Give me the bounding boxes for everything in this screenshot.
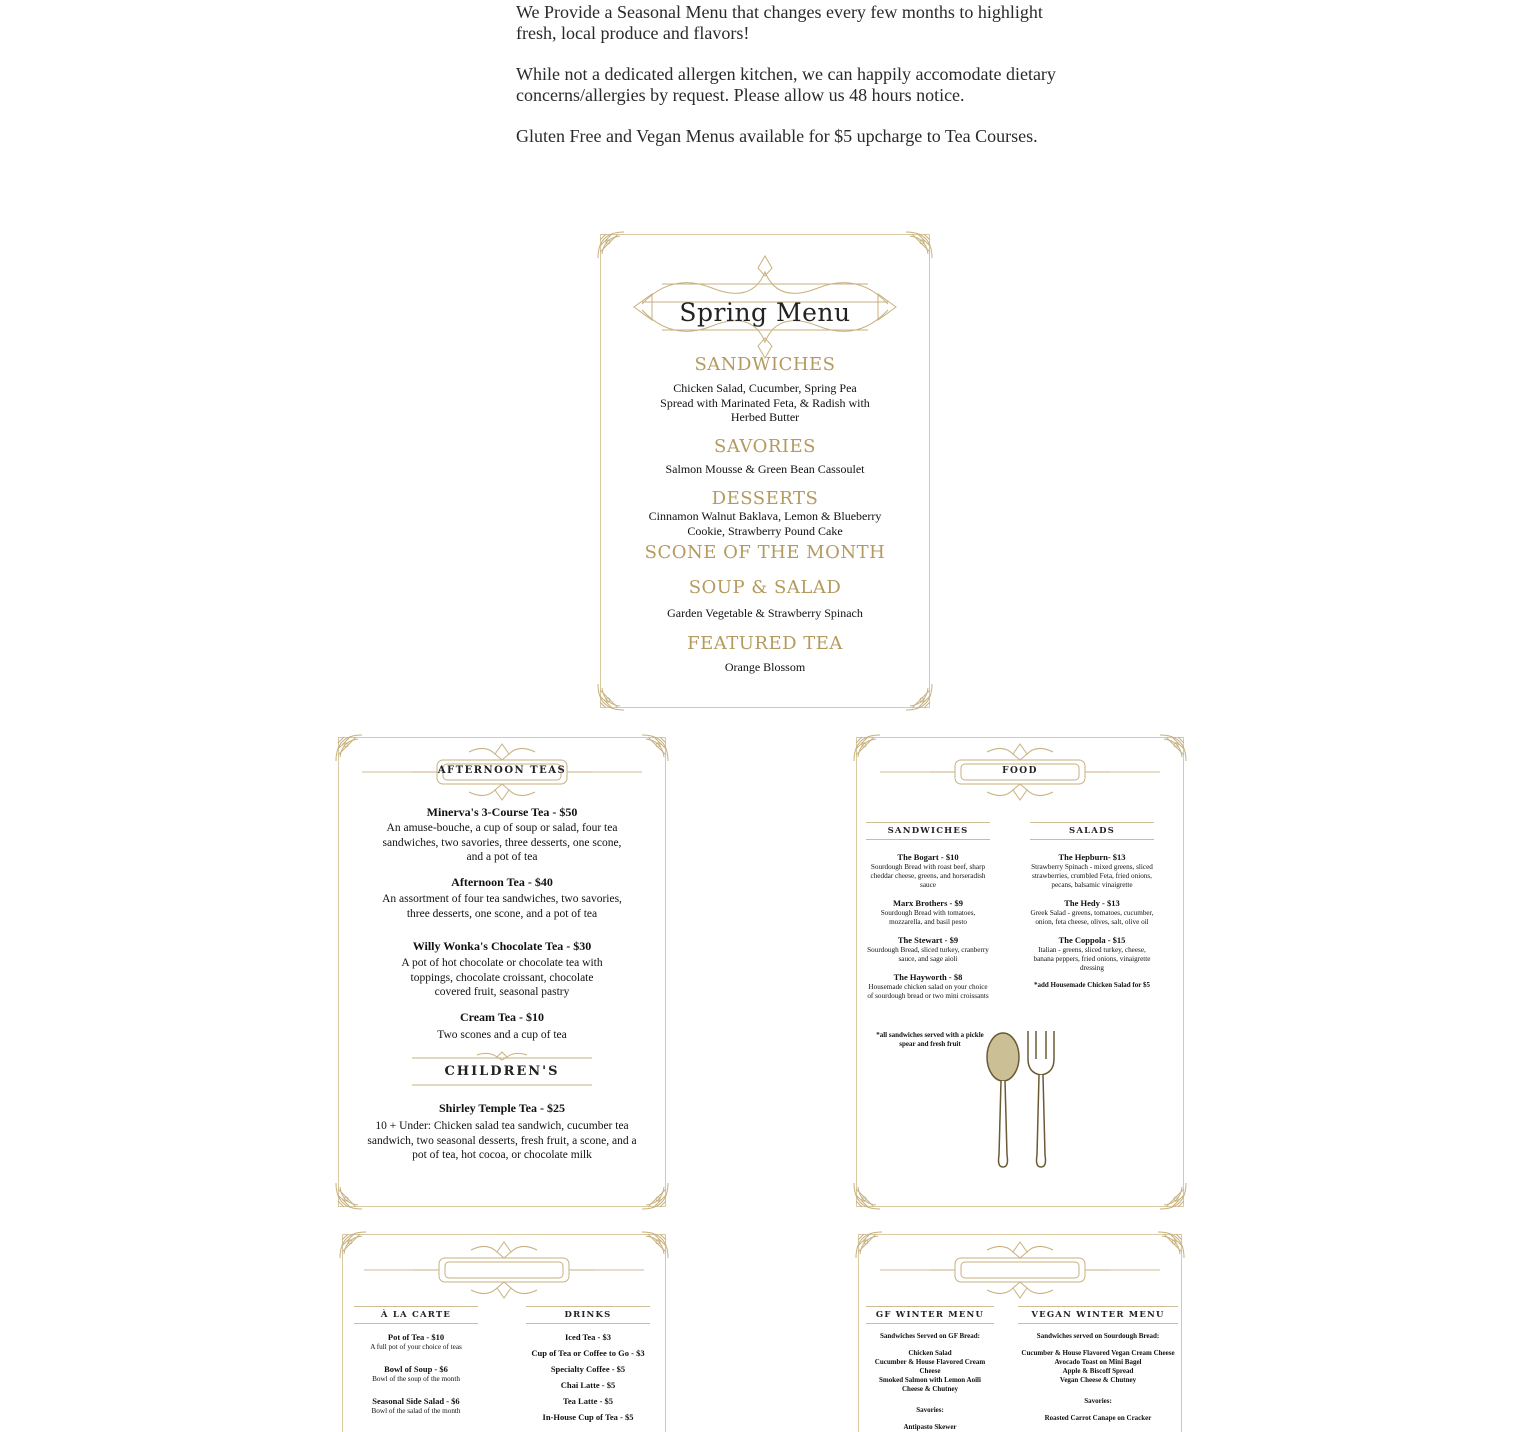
afternoon-teas-heading: AFTERNOON TEAS (437, 765, 567, 776)
gf-item: Smoked Salmon with Lemon Aoili (879, 1376, 981, 1384)
drink-item: Iced Tea - $3 (564, 1332, 612, 1342)
spring-menu-card (596, 230, 934, 712)
food-menu-card (852, 733, 1188, 1211)
gf-savories-heading: Savories: (916, 1406, 944, 1414)
vegan-menu-heading: VEGAN WINTER MENU (1018, 1306, 1178, 1324)
food-heading: FOOD (1002, 766, 1038, 776)
corner-ornament-icon (852, 1181, 882, 1211)
gf-item: Chicken Salad (908, 1349, 952, 1357)
fork-icon (1024, 1029, 1058, 1171)
tea-item-title: Cream Tea - $10 (459, 1010, 545, 1024)
vegan-item: Avocado Toast on Mini Bagel (1054, 1358, 1142, 1366)
tea-item-title: Willy Wonka's Chocolate Tea - $30 (412, 939, 592, 953)
section-heading-savories: SAVORIES (713, 436, 816, 457)
spoon-icon (982, 1029, 1024, 1171)
vegan-savories-heading: Savories: (1084, 1397, 1112, 1405)
drink-item: Cup of Tea or Coffee to Go - $3 (531, 1348, 645, 1358)
gf-subheading: Sandwiches Served on GF Bread: (880, 1332, 980, 1340)
intro-paragraph-gf-vegan: Gluten Free and Vegan Menus available for $5 upcharge to Tea Courses. (516, 126, 1038, 146)
section-text-soup-salad: Garden Vegetable & Strawberry Spinach (667, 606, 863, 620)
corner-ornament-icon (338, 1230, 368, 1260)
childrens-heading: CHILDREN'S (444, 1064, 560, 1079)
gf-savory-item: Antipasto Skewer (903, 1423, 957, 1431)
section-heading-scone: SCONE OF THE MONTH (644, 542, 886, 563)
section-heading-sandwiches: SANDWICHES (694, 354, 836, 375)
vegan-savory-item: Roasted Carrot Canape on Cracker (1044, 1414, 1152, 1422)
gf-menu-heading: GF WINTER MENU (866, 1306, 994, 1324)
intro-paragraph-allergens: While not a dedicated allergen kitchen, we can happily accomodate dietary concerns/allergies by request. Please allow us 48 hours notice. (516, 64, 1056, 105)
gf-item: Cucumber & House Flavored Cream Cheese (874, 1358, 986, 1375)
section-heading-soup-salad: SOUP & SALAD (688, 577, 842, 598)
section-text-sandwiches: Chicken Salad, Cucumber, Spring Pea Spread with Marinated Feta, & Radish with Herbed Butter (660, 381, 870, 424)
menu-item: Pot of Tea - $10 A full pot of your choice of teas (370, 1332, 462, 1351)
drink-item: Tea Latte - $5 (563, 1396, 613, 1406)
section-text-desserts: Cinnamon Walnut Baklava, Lemon & Blueberry Cookie, Strawberry Pound Cake (648, 509, 882, 538)
drink-item: Specialty Coffee - $5 (550, 1364, 626, 1374)
divider-line (880, 1268, 1160, 1272)
section-text-featured-tea: Orange Blossom (724, 660, 806, 674)
corner-ornament-icon (1158, 733, 1188, 763)
corner-ornament-icon (1158, 1181, 1188, 1211)
childrens-item-title: Shirley Temple Tea - $25 (438, 1101, 566, 1115)
salads-column (1030, 822, 1154, 990)
intro-text (516, 2, 1076, 147)
vegan-item: Apple & Biscoff Spread (1062, 1367, 1134, 1375)
afternoon-teas-card (334, 733, 670, 1211)
drink-item: In-House Cup of Tea - $5 (542, 1412, 634, 1422)
a-la-carte-heading: À LA CARTE (354, 1306, 478, 1324)
tea-item-title: Afternoon Tea - $40 (451, 875, 553, 889)
spring-menu-title: Spring Menu (679, 298, 851, 327)
menu-item: Seasonal Side Salad - $6 Bowl of the salad of the month (371, 1396, 461, 1415)
salads-heading: SALADS (1030, 822, 1154, 840)
corner-ornament-icon (596, 682, 626, 712)
vegan-item: Cucumber & House Flavored Vegan Cream Cheese (1021, 1349, 1175, 1357)
food-item: The Bogart - $10 Sourdough Bread with roast beef, sharp cheddar cheese, greens, and horseradish sauce (870, 852, 986, 889)
menu-item: Bowl of Soup - $6 Bowl of the soup of the month (372, 1364, 460, 1383)
salad-note: *add Housemade Chicken Salad for $5 (1034, 981, 1150, 989)
gf-vegan-menu-card (854, 1230, 1186, 1432)
a-la-carte-column (354, 1306, 478, 1424)
corner-ornament-icon (334, 1181, 364, 1211)
a-la-carte-card (338, 1230, 670, 1432)
tea-item-desc: A pot of hot chocolate or chocolate tea with toppings, chocolate croissant, chocolate covered fruit, seasonal pastry (401, 957, 603, 998)
tea-item-desc: An assortment of four tea sandwiches, two savories, three desserts, one scone, and a pot of tea (382, 893, 622, 920)
gf-item: Cheese & Chutney (902, 1385, 958, 1393)
corner-ornament-icon (1156, 1230, 1186, 1260)
drink-item: Chai Latte - $5 (560, 1380, 616, 1390)
drinks-heading: DRINKS (526, 1306, 650, 1324)
corner-ornament-icon (854, 1230, 884, 1260)
corner-ornament-icon (904, 682, 934, 712)
food-item: The Hepburn- $13 Strawberry Spinach - mixed greens, sliced strawberries, crumbled Feta, fried onions, pecans, balsamic vinaigrette (1031, 852, 1153, 889)
sandwiches-heading: SANDWICHES (866, 822, 990, 840)
divider-line (364, 1268, 644, 1272)
food-item: The Stewart - $9 Sourdough Bread, sliced turkey, cranberry sauce, and sage aioli (867, 935, 989, 963)
vegan-menu-column (1018, 1306, 1178, 1423)
section-heading-featured-tea: FEATURED TEA (687, 633, 843, 654)
sandwich-note: *all sandwiches served with a pickle spear and fresh fruit (876, 1031, 984, 1048)
corner-ornament-icon (640, 1230, 670, 1260)
tea-item-desc: An amuse-bouche, a cup of soup or salad, four tea sandwiches, two savories, three desserts, one scone, and a pot of tea (382, 822, 622, 863)
drinks-column (526, 1306, 650, 1428)
food-item: Marx Brothers - $9 Sourdough Bread with tomatoes, mozzarella, and basil pesto (880, 898, 976, 926)
corner-ornament-icon (334, 733, 364, 763)
childrens-item-desc: 10 + Under: Chicken salad tea sandwich, cucumber tea sandwich, two seasonal desserts, fresh fruit, a scone, and a pot of tea, hot cocoa, or chocolate milk (367, 1120, 637, 1161)
corner-ornament-icon (640, 1181, 670, 1211)
corner-ornament-icon (596, 230, 626, 260)
vegan-item: Vegan Cheese & Chutney (1059, 1376, 1137, 1384)
sandwiches-column (866, 822, 990, 1009)
intro-paragraph-seasonal: We Provide a Seasonal Menu that changes every few months to highlight fresh, local produce and flavors! (516, 2, 1043, 43)
food-item: The Hedy - $13 Greek Salad - greens, tomatoes, cucumber, onion, feta cheese, olives, salt, olive oil (1030, 898, 1154, 926)
corner-ornament-icon (640, 733, 670, 763)
food-item: The Coppola - $15 Italian - greens, sliced turkey, cheese, banana peppers, fried onions, vinaigrette dressing (1033, 935, 1151, 972)
section-heading-desserts: DESSERTS (711, 488, 819, 509)
food-item: The Hayworth - $8 Housemade chicken salad on your choice of sourdough bread or two mini croissants (867, 972, 989, 1000)
corner-ornament-icon (852, 733, 882, 763)
gf-menu-column (866, 1306, 994, 1432)
corner-ornament-icon (904, 230, 934, 260)
vegan-subheading: Sandwiches served on Sourdough Bread: (1036, 1332, 1160, 1340)
section-text-savories: Salmon Mousse & Green Bean Cassoulet (665, 462, 865, 476)
spring-title-banner (632, 252, 898, 352)
tea-item-desc: Two scones and a cup of tea (437, 1029, 567, 1041)
tea-item-title: Minerva's 3-Course Tea - $50 (426, 805, 578, 819)
